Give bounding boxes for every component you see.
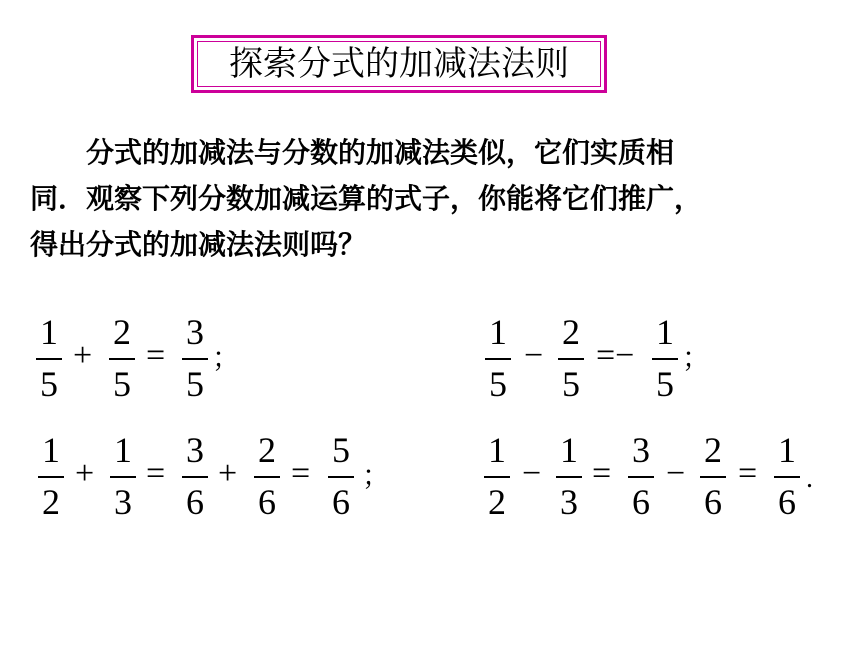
denominator: 5 <box>489 364 507 404</box>
numerator: 1 <box>560 430 578 470</box>
terminator: . <box>806 463 813 494</box>
denominator: 6 <box>778 482 796 522</box>
operator: = <box>146 455 166 492</box>
fraction-bar <box>254 476 280 478</box>
numerator: 1 <box>656 312 674 352</box>
numerator: 1 <box>778 430 796 470</box>
fraction-bar <box>556 476 582 478</box>
denominator: 5 <box>113 364 131 404</box>
fraction-bar <box>485 358 511 360</box>
operator: = <box>738 455 758 492</box>
fraction-bar <box>38 476 64 478</box>
numerator: 2 <box>562 312 580 352</box>
operator: = <box>291 455 311 492</box>
denominator: 6 <box>632 482 650 522</box>
operator: = <box>146 337 166 374</box>
fraction-bar <box>110 476 136 478</box>
paragraph-line-2: 同．观察下列分数加减运算的式子，你能将它们推广， <box>30 182 703 215</box>
denominator: 6 <box>704 482 722 522</box>
terminator: ； <box>682 343 711 374</box>
denominator: 5 <box>40 364 58 404</box>
denominator: 5 <box>186 364 204 404</box>
operator: − <box>666 455 686 492</box>
fraction-bar <box>36 358 62 360</box>
numerator: 1 <box>40 312 58 352</box>
operator: − <box>522 455 542 492</box>
numerator: 1 <box>489 312 507 352</box>
fraction-bar <box>182 476 208 478</box>
numerator: 1 <box>488 430 506 470</box>
numerator: 5 <box>332 430 350 470</box>
numerator: 2 <box>704 430 722 470</box>
paragraph-line-3: 得出分式的加减法法则吗？ <box>30 228 367 261</box>
denominator: 2 <box>488 482 506 522</box>
numerator: 3 <box>186 312 204 352</box>
denominator: 5 <box>562 364 580 404</box>
denominator: 6 <box>186 482 204 522</box>
fraction-bar <box>652 358 678 360</box>
operator: = <box>592 455 612 492</box>
operator: + <box>75 455 95 492</box>
denominator: 5 <box>656 364 674 404</box>
fraction-bar <box>328 476 354 478</box>
denominator: 3 <box>560 482 578 522</box>
terminator: ； <box>362 461 391 492</box>
operator: =− <box>596 337 635 374</box>
terminator: ； <box>212 343 241 374</box>
numerator: 3 <box>186 430 204 470</box>
fraction-bar <box>182 358 208 360</box>
denominator: 3 <box>114 482 132 522</box>
operator: − <box>524 337 544 374</box>
title-box <box>191 35 607 93</box>
numerator: 2 <box>113 312 131 352</box>
intro-paragraph <box>30 130 830 268</box>
denominator: 6 <box>332 482 350 522</box>
page-title: 探索分式的加减法法则 <box>229 44 569 84</box>
paragraph-line-1: 分式的加减法与分数的加减法类似，它们实质相 <box>30 136 675 169</box>
operator: + <box>218 455 238 492</box>
fraction-bar <box>484 476 510 478</box>
numerator: 1 <box>114 430 132 470</box>
numerator: 3 <box>632 430 650 470</box>
fraction-bar <box>628 476 654 478</box>
numerator: 2 <box>258 430 276 470</box>
denominator: 6 <box>258 482 276 522</box>
fraction-bar <box>109 358 135 360</box>
denominator: 2 <box>42 482 60 522</box>
fraction-bar <box>774 476 800 478</box>
operator: + <box>73 337 93 374</box>
fraction-bar <box>558 358 584 360</box>
numerator: 1 <box>42 430 60 470</box>
fraction-bar <box>700 476 726 478</box>
